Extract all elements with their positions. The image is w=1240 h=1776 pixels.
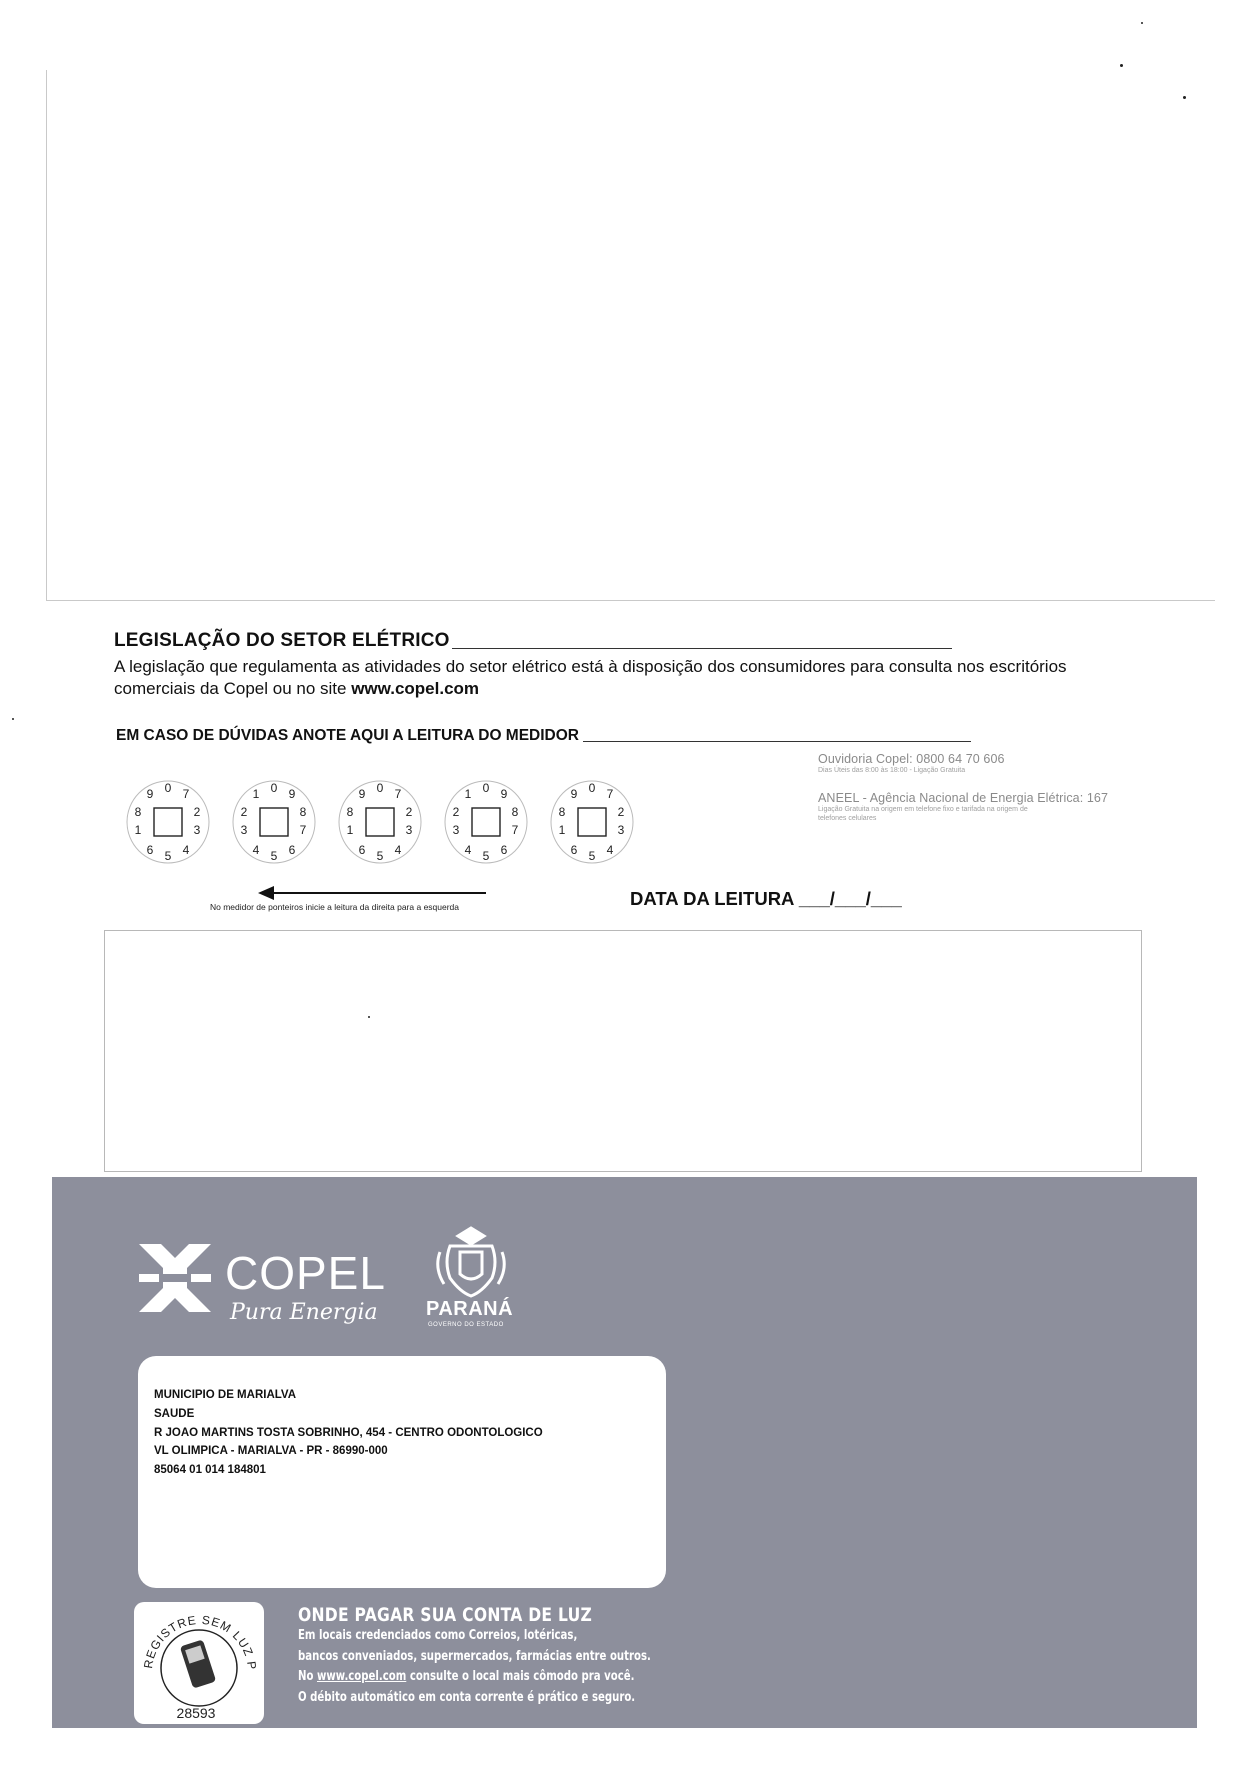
svg-text:3: 3 [452,823,460,837]
address-line: R JOAO MARTINS TOSTA SOBRINHO, 454 - CENTRO ODONTOLOGICO [154,1426,543,1439]
svg-text:7: 7 [182,787,190,801]
svg-text:1: 1 [134,823,142,837]
svg-text:2: 2 [452,805,460,819]
svg-text:2: 2 [405,805,413,819]
meter-dial-3 [336,778,424,866]
svg-text:8: 8 [346,805,354,819]
copel-tagline: Pura Energia [230,1300,378,1325]
svg-text:7: 7 [299,823,307,837]
copel-site-link[interactable]: www.copel.com [316,1669,407,1684]
meter-dial-5 [548,778,636,866]
scan-speck [12,718,14,720]
svg-text:4: 4 [394,843,402,857]
legislacao-text: A legislação que regulamenta as atividades do setor elétrico está à disposição dos consumidores para consulta nos escritórios comerciais da Copel ou no site www.copel.com [114,657,1067,698]
parana-wordmark: PARANÁ [426,1298,514,1320]
svg-text:5: 5 [270,849,278,863]
meter-dial-2 [230,778,318,866]
svg-text:0: 0 [164,781,172,795]
svg-text:5: 5 [376,849,384,863]
onde-pagar-line: bancos conveniados, supermercados, farmácias entre outros. [298,1648,651,1664]
svg-text:6: 6 [358,843,366,857]
svg-text:8: 8 [299,805,307,819]
scan-speck [1141,22,1143,24]
svg-text:6: 6 [146,843,154,857]
svg-text:7: 7 [394,787,402,801]
address-window [138,1356,666,1588]
svg-text:5: 5 [482,849,490,863]
svg-text:7: 7 [511,823,519,837]
address-line: 85064 01 014 184801 [154,1464,266,1477]
address-line: VL OLIMPICA - MARIALVA - PR - 86990-000 [154,1445,388,1458]
top-blank-frame [46,70,1215,601]
svg-text:9: 9 [288,787,296,801]
aneel-sub-2: telefones celulares [818,815,877,822]
onde-pagar-line: Em locais credenciados como Correios, lotéricas, [298,1628,578,1643]
svg-text:6: 6 [288,843,296,857]
aneel-line: ANEEL - Agência Nacional de Energia Elétrica: 167 [818,791,1109,805]
svg-text:4: 4 [464,843,472,857]
sms-badge [134,1602,264,1724]
svg-text:9: 9 [570,787,578,801]
svg-text:0: 0 [588,781,596,795]
middle-blank-frame [104,930,1142,1172]
meter-dial-4 [442,778,530,866]
svg-text:2: 2 [193,805,201,819]
parana-subtitle: GOVERNO DO ESTADO [428,1322,504,1328]
contact-info [818,752,1108,823]
svg-text:0: 0 [376,781,384,795]
svg-text:8: 8 [134,805,142,819]
legislacao-title: LEGISLAÇÃO DO SETOR ELÉTRICO [114,630,1124,652]
address-line: SAUDE [154,1407,195,1420]
meter-dial-1 [124,778,212,866]
svg-text:3: 3 [617,823,625,837]
left-arrow-icon [258,885,488,901]
svg-text:5: 5 [588,849,596,863]
svg-text:1: 1 [252,787,260,801]
ouvidoria-sub: Dias Úteis das 8:00 às 18:00 - Ligação Gratuita [818,767,966,774]
onde-pagar-title: ONDE PAGAR SUA CONTA DE LUZ [298,1604,593,1626]
svg-text:3: 3 [240,823,248,837]
svg-text:4: 4 [182,843,190,857]
sms-badge-text: REGISTRE SEM LUZ P [140,1612,260,1672]
svg-text:8: 8 [558,805,566,819]
svg-text:6: 6 [570,843,578,857]
onde-pagar-line: No www.copel.com consulte o local mais cômodo pra você. [298,1669,635,1684]
svg-text:0: 0 [482,781,490,795]
data-leitura-field: DATA DA LEITURA ___/___/___ [630,888,902,909]
svg-text:1: 1 [558,823,566,837]
aneel-sub-1: Ligação Gratuita na origem em telefone fixo e tarifada na origem de [818,806,1028,813]
svg-text:8: 8 [511,805,519,819]
svg-text:4: 4 [606,843,614,857]
recipient-address [154,1386,543,1480]
svg-text:5: 5 [164,849,172,863]
onde-pagar-block [298,1604,750,1708]
svg-text:9: 9 [358,787,366,801]
svg-text:9: 9 [146,787,154,801]
address-line: MUNICIPIO DE MARIALVA [154,1389,297,1401]
svg-text:1: 1 [346,823,354,837]
svg-text:3: 3 [193,823,201,837]
copel-site-link[interactable]: www.copel.com [351,679,480,698]
svg-text:3: 3 [405,823,413,837]
svg-text:2: 2 [240,805,248,819]
arrow-note: No medidor de ponteiros inicie a leitura da direita para a esquerda [210,902,460,912]
meter-dials [124,772,644,882]
ouvidoria-line: Ouvidoria Copel: 0800 64 70 606 [818,752,1005,766]
legislacao-section [114,630,1124,700]
sms-number: 28593 [176,1705,216,1721]
svg-text:6: 6 [500,843,508,857]
svg-text:1: 1 [464,787,472,801]
svg-text:4: 4 [252,843,260,857]
medidor-heading: EM CASO DE DÚVIDAS ANOTE AQUI A LEITURA DO MEDIDOR [116,727,971,745]
svg-text:2: 2 [617,805,625,819]
copel-wordmark: COPEL [225,1247,386,1299]
scan-speck [1120,64,1123,67]
svg-text:0: 0 [270,781,278,795]
onde-pagar-line: O débito automático em conta corrente é prático e seguro. [298,1689,636,1705]
svg-text:9: 9 [500,787,508,801]
svg-text:7: 7 [606,787,614,801]
phone-icon [180,1639,216,1688]
